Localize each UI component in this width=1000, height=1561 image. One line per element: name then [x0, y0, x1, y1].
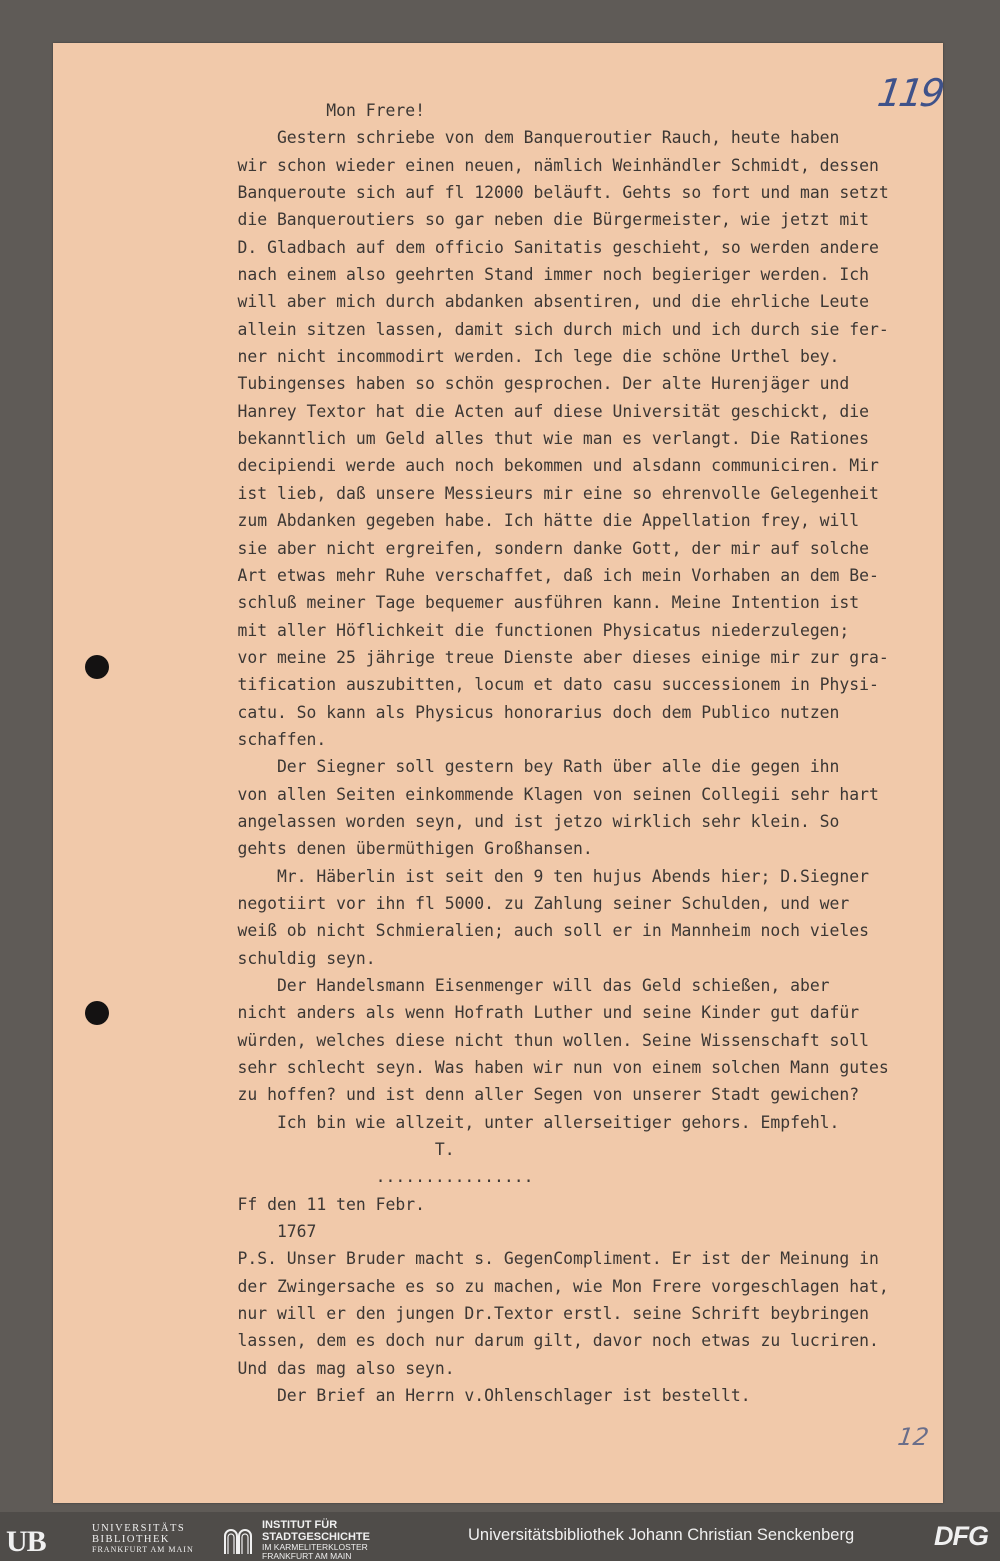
- letter-line: ist lieb, daß unsere Messieurs mir eine so ehrenvolle Gelegenheit: [198, 483, 879, 503]
- isg-logo-text: [262, 1519, 370, 1561]
- ub-logo-line: BIBLIOTHEK: [92, 1533, 170, 1545]
- letter-line: sehr schlecht seyn. Was haben wir nun von einem solchen Mann gutes: [198, 1058, 889, 1078]
- letter-line: wir schon wieder einen neuen, nämlich Weinhändler Schmidt, dessen: [198, 155, 879, 175]
- ub-logo-line: UNIVERSITÄTS: [92, 1523, 186, 1534]
- isg-logo[interactable]: [222, 1518, 402, 1561]
- letter-line: bekanntlich um Geld alles thut wie man es verlangt. Die Rationes: [198, 429, 870, 449]
- letter-text: [198, 97, 958, 1410]
- letter-line: angelassen worden seyn, und ist jetzo wirklich sehr klein. So: [198, 811, 840, 831]
- letter-line: decipiendi werde auch noch bekommen und alsdann communiciren. Mir: [198, 456, 879, 476]
- letter-line: Ich bin wie allzeit, unter allerseitiger gehors. Empfehl.: [198, 1112, 840, 1132]
- isg-logo-subline: FRANKFURT AM MAIN: [262, 1551, 352, 1561]
- letter-line: Ff den 11 ten Febr.: [198, 1194, 425, 1214]
- letter-line: 1767: [198, 1222, 317, 1242]
- letter-line: Der Siegner soll gestern bey Rath über alle die gegen ihn: [198, 757, 840, 777]
- dfg-logo[interactable]: DFG: [934, 1521, 988, 1551]
- letter-line: schaffen.: [198, 729, 327, 749]
- sheet-number: 12: [896, 1423, 931, 1451]
- letter-line: zu hoffen? und ist denn aller Segen von unserer Stadt gewichen?: [198, 1085, 860, 1105]
- folio-number: 119: [874, 71, 945, 115]
- letter-line: lassen, dem es doch nur darum gilt, davor noch etwas zu lucriren.: [198, 1331, 879, 1351]
- letter-line: tification auszubitten, locum et dato casu successionem in Physi-: [198, 675, 879, 695]
- letter-line: würden, welches diese nicht thun wollen. Seine Wissenschaft soll: [198, 1030, 870, 1050]
- ub-logo-text: [92, 1524, 194, 1556]
- letter-line: weiß ob nicht Schmieralien; auch soll er in Mannheim noch vieles: [198, 921, 870, 941]
- letter-line: allein sitzen lassen, damit sich durch mich und ich durch sie fer-: [198, 319, 889, 339]
- letter-line: Der Brief an Herrn v.Ohlenschlager ist bestellt.: [198, 1386, 751, 1406]
- letter-line: nur will er den jungen Dr.Textor erstl. seine Schrift beybringen: [198, 1304, 870, 1324]
- letter-line: zum Abdanken gegeben habe. Ich hätte die Appellation frey, will: [198, 511, 860, 531]
- footer-bar: [0, 1512, 1000, 1561]
- letter-line: Mr. Häberlin ist seit den 9 ten hujus Abends hier; D.Siegner: [198, 866, 870, 886]
- letter-line: Und das mag also seyn.: [198, 1358, 455, 1378]
- letter-line: nicht anders als wenn Hofrath Luther und seine Kinder gut dafür: [198, 1003, 860, 1023]
- letter-line: schluß meiner Tage bequemer ausführen kann. Meine Intention ist: [198, 593, 860, 613]
- letter-line: die Banqueroutiers so gar neben die Bürgermeister, wie jetzt mit: [198, 210, 870, 230]
- punch-hole: [85, 1001, 109, 1025]
- isg-logo-subline: IM KARMELITERKLOSTER: [262, 1542, 368, 1552]
- letter-line: ................: [198, 1167, 534, 1187]
- letter-line: D. Gladbach auf dem officio Sanitatis geschieht, so werden andere: [198, 237, 879, 257]
- letter-line: negotiirt vor ihn fl 5000. zu Zahlung seiner Schulden, und wer: [198, 893, 850, 913]
- letter-line: mit aller Höflichkeit die functionen Physicatus niederzulegen;: [198, 620, 850, 640]
- letter-line: Tubingenses haben so schön gesprochen. Der alte Hurenjäger und: [198, 374, 850, 394]
- letter-line: Hanrey Textor hat die Acten auf diese Universität geschickt, die: [198, 401, 870, 421]
- letter-line: Banqueroute sich auf fl 12000 beläuft. Gehts so fort und man setzt: [198, 183, 889, 203]
- letter-line: Gestern schriebe von dem Banqueroutier Rauch, heute haben: [198, 128, 840, 148]
- letter-line: T.: [198, 1140, 455, 1160]
- letter-line: Art etwas mehr Ruhe verschaffet, daß ich mein Vorhaben an dem Be-: [198, 565, 879, 585]
- isg-logo-line: INSTITUT FÜR: [262, 1519, 338, 1531]
- arches-icon: [222, 1522, 254, 1554]
- letter-line: will aber mich durch abdanken absentiren, und die ehrliche Leute: [198, 292, 870, 312]
- letter-line: Der Handelsmann Eisenmenger will das Geld schießen, aber: [198, 976, 830, 995]
- letter-line: von allen Seiten einkommende Klagen von seinen Collegii sehr hart: [198, 784, 879, 804]
- isg-logo-line: STADTGESCHICHTE: [262, 1531, 370, 1543]
- letter-line: der Zwingersache es so zu machen, wie Mon Frere vorgeschlagen hat,: [198, 1276, 889, 1296]
- document-page: [53, 43, 943, 1503]
- letter-line: ner nicht incommodirt werden. Ich lege die schöne Urthel bey.: [198, 347, 840, 367]
- letter-line: gehts denen übermüthigen Großhansen.: [198, 839, 593, 859]
- footer-caption: Universitätsbibliothek Johann Christian Senckenberg: [468, 1526, 855, 1544]
- letter-line: schuldig seyn.: [198, 948, 376, 968]
- letter-line: Mon Frere!: [198, 101, 425, 120]
- letter-line: P.S. Unser Bruder macht s. GegenCompliment. Er ist der Meinung in: [198, 1249, 879, 1269]
- letter-line: nach einem also geehrten Stand immer noch begieriger werden. Ich: [198, 265, 870, 285]
- punch-hole: [85, 655, 109, 679]
- ub-logo[interactable]: [6, 1521, 206, 1558]
- letter-line: catu. So kann als Physicus honorarius doch dem Publico nutzen: [198, 702, 840, 722]
- ub-logo-line: FRANKFURT AM MAIN: [92, 1545, 194, 1554]
- letter-line: vor meine 25 jährige treue Dienste aber dieses einige mir zur gra-: [198, 647, 889, 667]
- letter-line: sie aber nicht ergreifen, sondern danke Gott, der mir auf solche: [198, 538, 870, 558]
- ub-logo-mark: UB: [6, 1525, 46, 1558]
